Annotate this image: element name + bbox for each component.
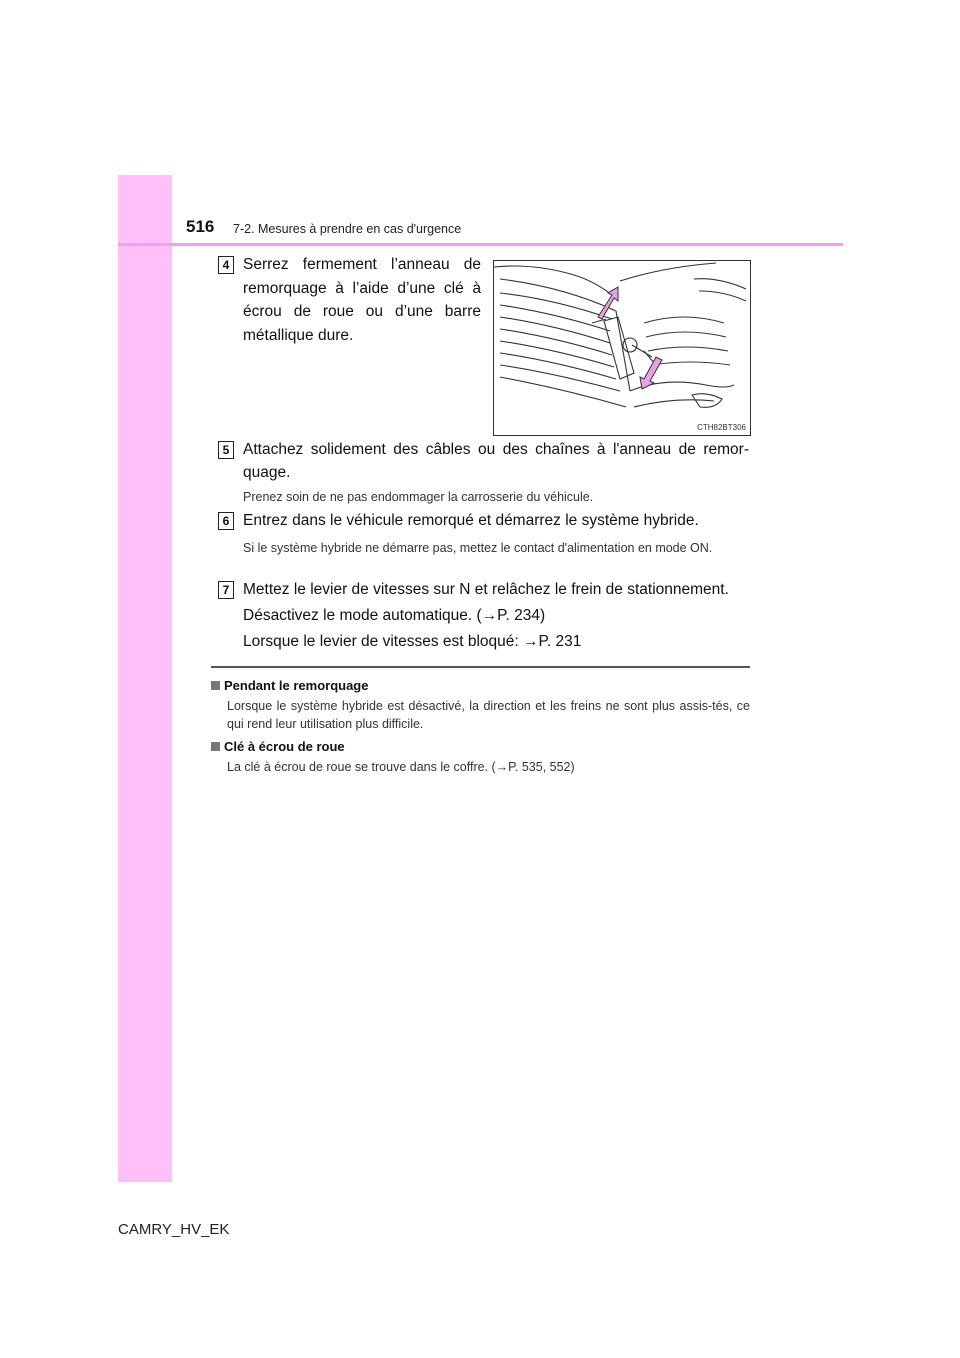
step-badge-5: 5 — [218, 441, 234, 459]
sidebar-tab — [118, 175, 172, 1182]
step-4-text: Serrez fermement l’anneau de remorquage à l’aide d’une clé à écrou de roue ou d’une barre métallique dure. — [243, 256, 481, 344]
info-heading-wrench: Clé à écrou de roue — [211, 739, 345, 754]
footer-model-code: CAMRY_HV_EK — [118, 1221, 230, 1238]
step-badge-4: 4 — [218, 256, 234, 274]
header-rule — [118, 243, 843, 246]
step-badge-6: 6 — [218, 512, 234, 530]
step-6-text: Entrez dans le véhicule remorqué et démarrez le système hybride. — [243, 512, 699, 529]
step-badge-7: 7 — [218, 581, 234, 599]
section-divider — [211, 666, 750, 668]
square-bullet-icon — [211, 742, 220, 751]
step-5-text: Attachez solidement des câbles ou des chaînes à l'anneau de remor-quage. — [243, 441, 749, 481]
page-number: 516 — [186, 217, 215, 236]
info-heading-towing: Pendant le remorquage — [211, 678, 368, 693]
figure-code: CTH82BT306 — [697, 423, 746, 432]
step-7-line3: Lorsque le levier de vitesses est bloqué: →P. 231 — [243, 633, 582, 650]
info-wrench-text: La clé à écrou de roue se trouve dans le coffre. (→P. 535, 552) — [227, 760, 575, 774]
grille-drawing — [494, 261, 750, 435]
info-towing-text: Lorsque le système hybride est désactivé, la direction et les freins ne sont plus assis-tés, ce qui rend leur utilisation plus difficile. — [227, 699, 750, 731]
section-title: 7-2. Mesures à prendre en cas d'urgence — [233, 222, 462, 236]
square-bullet-icon — [211, 681, 220, 690]
step-7-text: Mettez le levier de vitesses sur N et relâchez le frein de stationnement. — [243, 581, 729, 598]
step-5-note: Prenez soin de ne pas endommager la carrosserie du véhicule. — [243, 490, 594, 504]
towing-eyelet-illustration — [493, 260, 751, 436]
step-7-line2: Désactivez le mode automatique. (→P. 234) — [243, 607, 546, 624]
step-6-note: Si le système hybride ne démarre pas, mettez le contact d'alimentation en mode ON. — [243, 541, 713, 555]
